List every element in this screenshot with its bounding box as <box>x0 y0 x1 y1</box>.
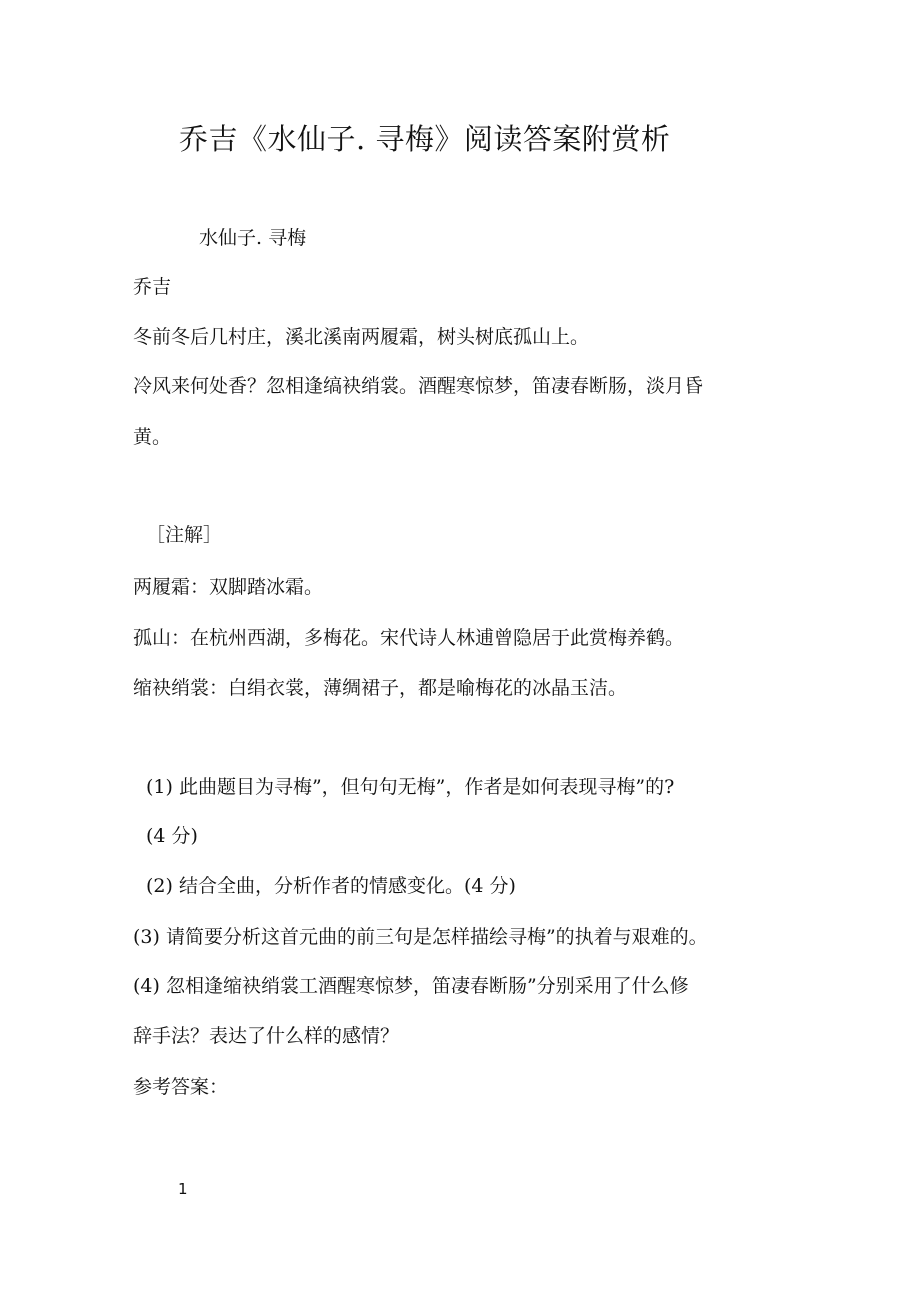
question-line: (3) 请简要分析这首元曲的前三句是怎样描绘寻梅”的执着与艰难的。 <box>133 926 708 948</box>
poem-author: 乔吉 <box>133 276 172 298</box>
poem-line: 冬前冬后几村庄，溪北溪南两履霜，树头树底孤山上。 <box>133 326 590 348</box>
poem-line: 冷风来何处香？忽相逢缟袂绡裳。酒醒寒惊梦，笛凄春断肠，淡月昏 <box>133 375 704 397</box>
question-line: (2) 结合全曲，分析作者的情感变化。(4 分) <box>146 875 516 897</box>
note-item: 两履霜：双脚踏冰霜。 <box>133 576 324 598</box>
question-line: (4 分) <box>146 825 198 847</box>
note-item: 孤山：在杭州西湖，多梅花。宋代诗人林逋曾隐居于此赏梅养鹤。 <box>133 627 685 649</box>
poem-line: 黄。 <box>133 426 172 448</box>
question-line: (1) 此曲题目为寻梅”，但句句无梅”，作者是如何表现寻梅”的? <box>146 776 675 798</box>
question-line: 辞手法？表达了什么样的感情？ <box>133 1025 400 1047</box>
page-number: 1 <box>178 1180 188 1198</box>
poem-heading: 水仙子. 寻梅 <box>199 227 307 249</box>
notes-heading: ［注解］ <box>146 524 223 546</box>
note-item: 缩袂绡裳：白绢衣裳，薄绸裙子，都是喻梅花的冰晶玉洁。 <box>133 677 628 699</box>
document-title: 乔吉《水仙子. 寻梅》阅读答案附赏析 <box>179 122 671 156</box>
question-line: (4) 忽相逢缩袂绡裳工酒醒寒惊梦，笛凄春断肠”分别采用了什么修 <box>133 975 689 997</box>
answer-heading: 参考答案： <box>133 1076 229 1098</box>
